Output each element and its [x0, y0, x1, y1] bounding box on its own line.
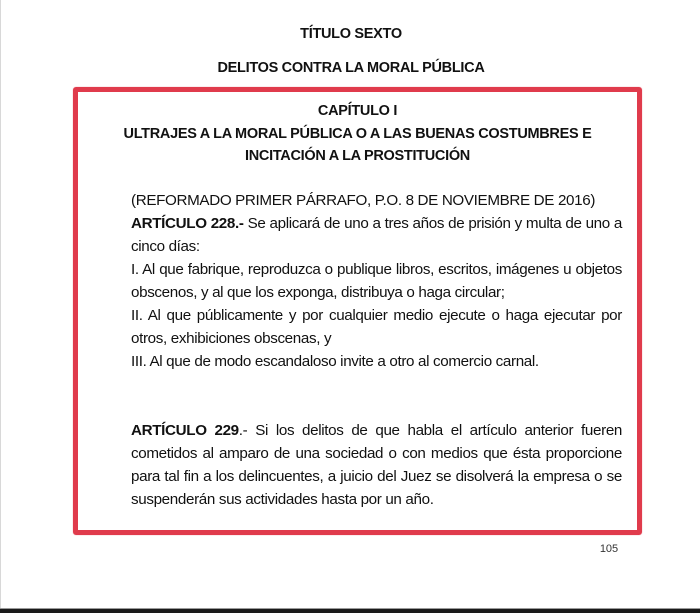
article-229-label: ARTÍCULO 229 [131, 422, 239, 439]
article-228-line: I. Al que fabrique, reproduzca o publique libros, escritos, imágenes u objetos [131, 261, 622, 278]
article-228-line [131, 214, 622, 234]
article-229-line [131, 421, 622, 441]
article-228-line: II. Al que públicamente y por cualquier medio ejecute o haga ejecutar por [131, 307, 622, 324]
page-number: 105 [599, 543, 619, 555]
article-229-text: Si los delitos de que habla el artículo anterior fueren [255, 422, 623, 439]
title-heading: TÍTULO SEXTO [300, 26, 402, 42]
subtitle-heading: DELITOS CONTRA LA MORAL PÚBLICA [217, 60, 485, 76]
article-229-label-suffix: .- [238, 422, 248, 439]
article-228-line: otros, exhibiciones obscenas, y [131, 330, 332, 347]
article-228-text: Se aplicará de uno a tres años de prisión y multa de uno a [247, 215, 622, 232]
article-228-line: cinco días: [131, 238, 200, 255]
article-228-line: obscenos, y al que los exponga, distribuya o haga circular; [131, 284, 505, 301]
article-229-line: cometidos al amparo de una sociedad o con medios que ésta proporcione [131, 445, 622, 462]
reform-note: (REFORMADO PRIMER PÁRRAFO, P.O. 8 DE NOVIEMBRE DE 2016) [131, 192, 596, 209]
article-229-line: suspenderán sus actividades hasta por un año. [131, 491, 434, 508]
article-228-line: III. Al que de modo escandaloso invite a otro al comercio carnal. [131, 353, 539, 370]
chapter-name-line-1: ULTRAJES A LA MORAL PÚBLICA O A LAS BUENAS COSTUMBRES E [123, 126, 592, 142]
window-bottom-edge [0, 608, 700, 613]
chapter-name-line-2: INCITACIÓN A LA PROSTITUCIÓN [245, 148, 470, 164]
article-228-label: ARTÍCULO 228.- [131, 215, 244, 232]
chapter-label: CAPÍTULO I [317, 103, 398, 119]
article-229-line: para tal fin a los delincuentes, a juicio del Juez se disolverá la empresa o se [131, 468, 622, 485]
